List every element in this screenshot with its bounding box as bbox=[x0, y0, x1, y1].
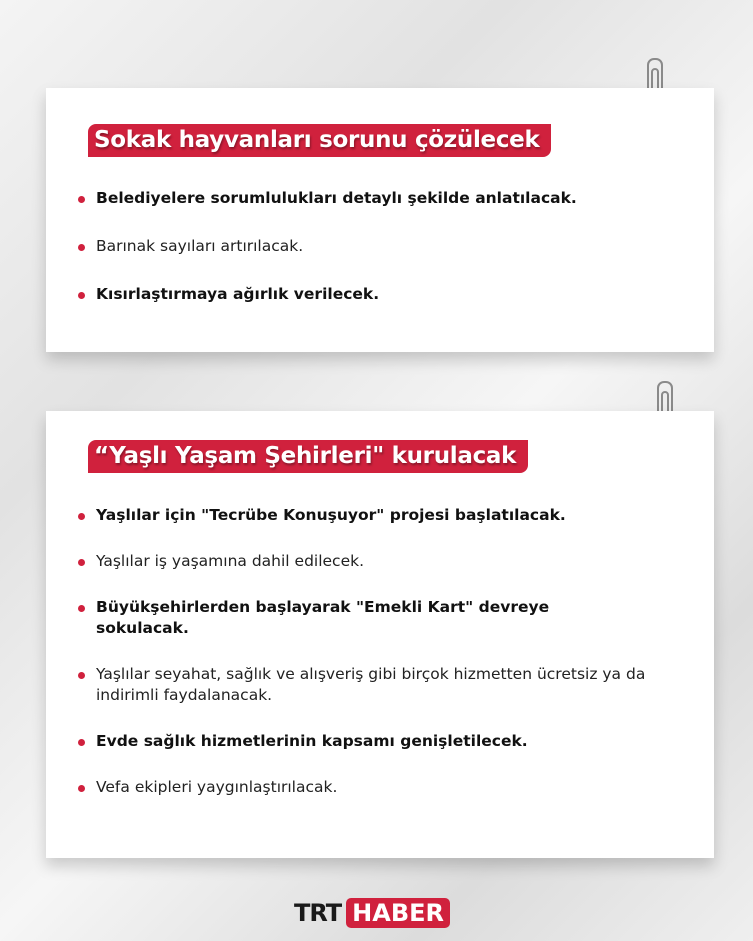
section-title: “Yaşlı Yaşam Şehirleri" kurulacak bbox=[88, 440, 528, 473]
list-item: Büyükşehirlerden başlayarak "Emekli Kart" devreye sokulacak. bbox=[76, 597, 666, 639]
bullet-list bbox=[76, 188, 694, 305]
list-item: Belediyelere sorumlulukları detaylı şekilde anlatılacak. bbox=[76, 188, 694, 209]
list-item: Barınak sayıları artırılacak. bbox=[76, 236, 694, 257]
list-item: Yaşlılar için "Tecrübe Konuşuyor" projesi başlatılacak. bbox=[76, 505, 666, 526]
list-item: Yaşlılar iş yaşamına dahil edilecek. bbox=[76, 551, 666, 572]
card-stray-animals bbox=[46, 88, 714, 352]
logo-haber: HABER bbox=[346, 898, 450, 928]
bullet-list bbox=[76, 505, 666, 798]
trt-haber-logo bbox=[294, 898, 450, 928]
list-item: Kısırlaştırmaya ağırlık verilecek. bbox=[76, 284, 694, 305]
card-elderly-cities bbox=[46, 411, 714, 858]
list-item: Yaşlılar seyahat, sağlık ve alışveriş gibi birçok hizmetten ücretsiz ya da indirimli faydalanacak. bbox=[76, 664, 666, 706]
logo-trt: TRT bbox=[294, 899, 342, 927]
section-title: Sokak hayvanları sorunu çözülecek bbox=[88, 124, 551, 157]
list-item: Vefa ekipleri yaygınlaştırılacak. bbox=[76, 777, 666, 798]
list-item: Evde sağlık hizmetlerinin kapsamı genişletilecek. bbox=[76, 731, 666, 752]
